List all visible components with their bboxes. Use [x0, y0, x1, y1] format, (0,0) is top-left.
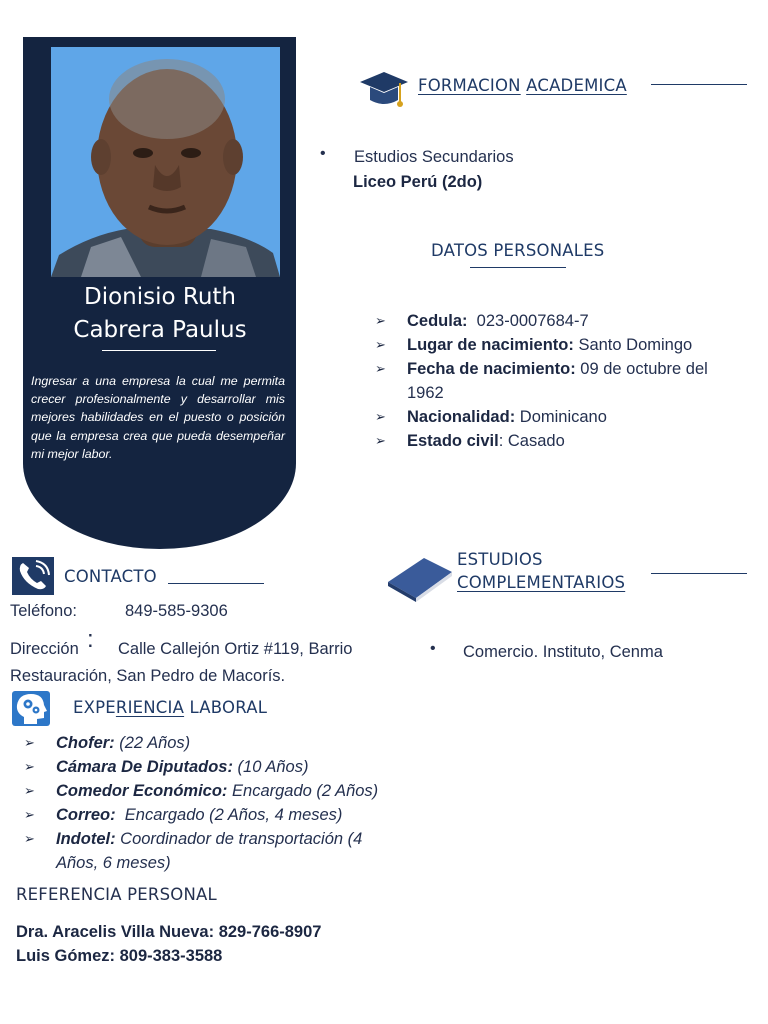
- book-icon: [386, 552, 456, 607]
- estudios-title-line1: ESTUDIOS: [457, 550, 543, 569]
- datos-label: Fecha de nacimiento:: [407, 360, 576, 378]
- phone-icon: [12, 557, 54, 595]
- section-title-formacion: [418, 76, 627, 95]
- arrow-bullet-icon: ➢: [375, 313, 386, 328]
- datos-value: 09 de octubre del 1962: [407, 360, 708, 402]
- formacion-item-label: Estudios Secundarios: [354, 148, 514, 166]
- address-label: Dirección: [10, 640, 79, 658]
- profile-name-line2: Cabrera Paulus: [73, 317, 247, 343]
- section-title-referencia: REFERENCIA PERSONAL: [16, 885, 217, 904]
- formacion-bullet: •: [320, 145, 326, 162]
- profile-name: [30, 281, 290, 347]
- estudios-bullet: •: [430, 640, 436, 657]
- experiencia-value: Coordinador de transportación (4 Años, 6 meses): [56, 830, 363, 872]
- experiencia-value: (22 Años): [114, 734, 191, 752]
- address-colon: :: [87, 626, 94, 653]
- objective-text: Ingresar a una empresa la cual me permita crecer profesionalmente y desarrollar mis mejores habilidades en el puesto o posición que la empresa crea que pueda desempeñar mi mejor labor.: [31, 374, 285, 461]
- experiencia-value: Encargado (2 Años, 4 meses): [115, 806, 343, 824]
- graduation-cap-icon: [358, 68, 410, 115]
- datos-label: Cedula:: [407, 312, 468, 330]
- section-title-contacto: CONTACTO: [64, 567, 157, 586]
- datos-item: [375, 357, 745, 405]
- experiencia-label: Comedor Económico:: [56, 782, 228, 800]
- experiencia-label: Chofer:: [56, 734, 115, 752]
- formacion-title-part1: FORMACION: [418, 76, 521, 95]
- datos-value: 023-0007684-7: [467, 312, 589, 330]
- experiencia-title-mid: RIENCIA: [115, 698, 185, 717]
- datos-item: [375, 405, 745, 429]
- datos-rule: [470, 267, 566, 268]
- arrow-bullet-icon: ➢: [24, 807, 35, 822]
- arrow-bullet-icon: ➢: [24, 759, 35, 774]
- experiencia-label: Correo:: [56, 806, 116, 824]
- experiencia-label: Cámara De Diputados:: [56, 758, 233, 776]
- experiencia-list: [24, 731, 384, 875]
- section-title-estudios: [457, 548, 625, 594]
- experiencia-item: [24, 827, 384, 875]
- experiencia-title-pre: EXPE: [73, 698, 116, 717]
- contacto-rule: [168, 583, 264, 584]
- arrow-bullet-icon: ➢: [375, 361, 386, 376]
- section-title-experiencia: [73, 698, 267, 717]
- phone-value: 849-585-9306: [125, 602, 228, 620]
- arrow-bullet-icon: ➢: [24, 831, 35, 846]
- datos-list: [375, 309, 745, 453]
- datos-value: Santo Domingo: [573, 336, 693, 354]
- experiencia-value: (10 Años): [232, 758, 309, 776]
- experiencia-item: [24, 803, 384, 827]
- name-divider: [102, 350, 216, 351]
- phone-label: Teléfono:: [10, 602, 77, 620]
- formacion-title-part2: ACADEMICA: [526, 76, 627, 95]
- address-line2: Restauración, San Pedro de Macorís.: [10, 667, 286, 685]
- reference-line: Dra. Aracelis Villa Nueva: 829-766-8907: [16, 923, 322, 941]
- datos-value: : Casado: [498, 432, 565, 450]
- address-value: Calle Callejón Ortiz #119, Barrio: [118, 640, 353, 658]
- formacion-item-school: Liceo Perú (2do): [353, 173, 483, 191]
- formacion-rule: [651, 84, 747, 85]
- section-title-datos: DATOS PERSONALES: [431, 241, 605, 260]
- datos-item: [375, 429, 745, 453]
- estudios-item: Comercio. Instituto, Cenma: [463, 643, 663, 661]
- arrow-bullet-icon: ➢: [375, 433, 386, 448]
- arrow-bullet-icon: ➢: [24, 783, 35, 798]
- arrow-bullet-icon: ➢: [375, 337, 386, 352]
- profile-photo: [51, 47, 280, 277]
- experiencia-item: [24, 731, 384, 755]
- estudios-rule: [651, 573, 747, 574]
- experiencia-value: Encargado (2 Años): [227, 782, 379, 800]
- datos-item: [375, 333, 745, 357]
- datos-value: Dominicano: [515, 408, 607, 426]
- arrow-bullet-icon: ➢: [375, 409, 386, 424]
- arrow-bullet-icon: ➢: [24, 735, 35, 750]
- datos-label: Estado civil: [407, 432, 499, 450]
- experiencia-label: Indotel:: [56, 830, 116, 848]
- profile-name-line1: Dionisio Ruth: [83, 284, 236, 310]
- reference-line: Luis Gómez: 809-383-3588: [16, 947, 223, 965]
- experiencia-title-post: LABORAL: [184, 698, 268, 717]
- gears-head-icon: [12, 691, 50, 726]
- experiencia-item: [24, 779, 384, 803]
- experiencia-item: [24, 755, 384, 779]
- datos-item: [375, 309, 745, 333]
- estudios-title-line2: COMPLEMENTARIOS: [457, 573, 626, 592]
- datos-label: Lugar de nacimiento:: [407, 336, 574, 354]
- datos-label: Nacionalidad:: [407, 408, 516, 426]
